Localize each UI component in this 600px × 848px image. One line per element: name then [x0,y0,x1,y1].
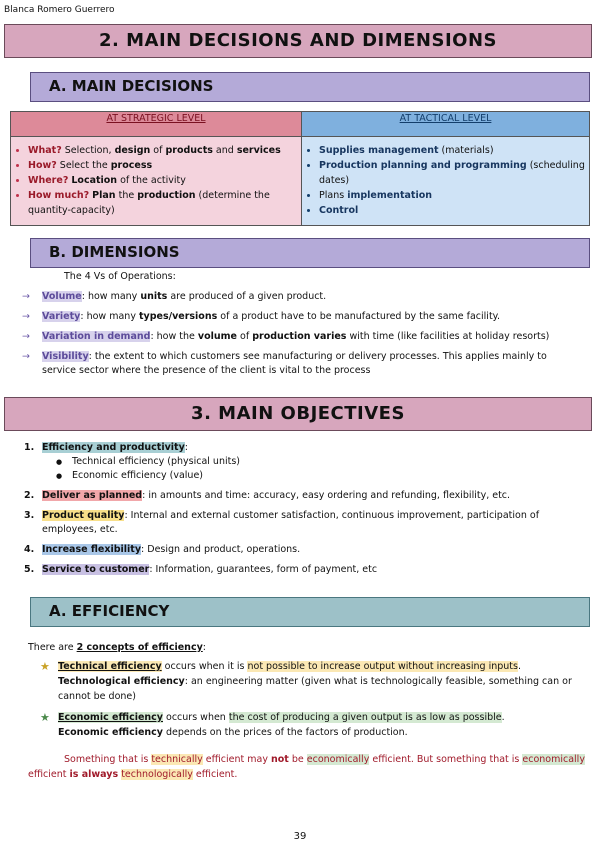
text-run: Visibility [42,351,89,362]
text-run: of a product have to be manufactured by the same facility. [217,311,500,322]
text-run: Something that is [64,754,152,765]
decisions-table [10,111,590,226]
list-item [319,143,588,158]
efficiency-conclusion [28,752,588,782]
text-run: economically [522,754,585,765]
text-run: Plan [92,190,116,201]
arrow-icon: → [22,351,30,362]
page-number: 39 [293,831,307,842]
text-run: units [140,291,168,302]
text-run: the [115,190,138,201]
text-run: Variety [42,311,81,322]
text-run: not [271,754,289,765]
text-run: Location [71,175,118,186]
text-run: Economic efficiency [58,727,163,738]
section-2-heading: 2. MAIN DECISIONS AND DIMENSIONS [4,24,592,58]
dimension-item [22,310,582,324]
text-run: There are [28,642,77,653]
text-run: : [184,442,188,453]
objective-item [24,441,584,483]
tactical-cell [302,137,590,226]
list-item [28,188,300,218]
text-run: : Design and product, operations. [141,544,301,555]
text-run: Select the [56,160,111,171]
text-run: design [114,145,151,156]
text-run: be [288,754,307,765]
objective-item [24,509,584,537]
text-run: implementation [347,190,432,201]
text-run: Volume [42,291,82,302]
text-run: efficient may [202,754,271,765]
text-run: efficient. [192,769,238,780]
text-run: and [212,145,237,156]
objective-item [24,563,584,577]
dimension-item [22,290,582,304]
text-run: Selection, [61,145,115,156]
text-run: : how the [150,331,198,342]
arrow-icon: → [22,311,30,322]
text-run: . [517,661,522,672]
text-run: : Information, guarantees, form of payment, etc [149,564,378,575]
text-run: : Internal and external customer satisfaction, continuous improvement, participation of employees, etc. [42,510,540,535]
objective-item [24,489,584,503]
objective-number: 2. [24,490,35,501]
text-run: : an engineering matter (given what is technologically feasible, something can or cannot be done) [58,676,572,702]
objective-item [24,543,584,557]
objective-number: 3. [24,510,35,521]
text-run: Product quality [42,510,125,521]
text-run: How? [28,160,57,171]
text-run: of [150,145,166,156]
text-run: Deliver as planned [42,490,143,501]
text-run: of [237,331,253,342]
text-run: : the extent to which customers see manufacturing or delivery processes. This applies mainly to service sector where the presence of the client is vital to the process [42,351,547,376]
technical-efficiency-block [28,659,588,704]
text-run: Plans [319,190,348,201]
text-run: are produced of a given product. [167,291,327,302]
text-run: production varies [252,331,347,342]
arrow-icon: → [22,291,30,302]
text-run: depends on the prices of the factors of production. [163,727,408,738]
text-run: process [110,160,153,171]
text-run: efficient. But something that is [369,754,523,765]
strategic-list [12,143,300,218]
star-icon: ★ [40,711,50,724]
arrow-icon: → [22,331,30,342]
text-run: . [501,712,505,723]
text-run: products [165,145,213,156]
list-item [319,158,588,188]
dimensions-list [22,290,582,384]
strategic-header: AT STRATEGIC LEVEL [11,112,302,137]
text-run: Technical efficiency [58,661,162,672]
text-run: is always [69,769,119,780]
strategic-cell [11,137,302,226]
text-run: occurs when [163,712,229,723]
text-run: Variation in demand [42,331,151,342]
list-item [319,188,588,203]
objective-number: 4. [24,544,35,555]
technological-efficiency-text [58,674,588,704]
dimensions-intro: The 4 Vs of Operations: [64,271,176,282]
section-3-heading: 3. MAIN OBJECTIVES [4,397,592,431]
text-run: types/versions [138,311,218,322]
text-run: the cost of producing a given output is as low as possible [228,712,502,723]
text-run: Control [319,205,359,216]
objective-subitem: ● Economic efficiency (value) [42,469,584,483]
efficiency-intro [28,642,588,653]
list-item [28,143,300,158]
technical-efficiency-text [58,659,588,674]
text-run: Service to customer [42,564,150,575]
text-run: What? [28,145,62,156]
text-run: : in amounts and time: accuracy, easy ordering and refunding, flexibility, etc. [142,490,511,501]
author-name: Blanca Romero Guerrero [4,5,115,15]
tactical-list [303,143,588,218]
list-item [28,158,300,173]
text-run: technologically [121,769,193,780]
objectives-list [24,441,584,583]
text-run: (scheduling dates) [319,160,585,186]
efficiency-section [28,642,588,740]
text-run: of the activity [117,175,186,186]
economic-efficiency-block [28,710,588,740]
text-run: Economic efficiency [58,712,163,723]
text-run: Increase flexibility [42,544,142,555]
text-run: Efficiency and productivity [42,442,185,453]
section-a-heading: A. MAIN DECISIONS [30,72,590,102]
text-run: Production planning and programming [319,160,527,171]
list-item [319,203,588,218]
text-run: Supplies management [319,145,439,156]
section-b-heading: B. DIMENSIONS [30,238,590,268]
dimension-item [22,330,582,344]
text-run: not possible to increase output without increasing inputs [247,661,518,672]
objective-number: 5. [24,564,35,575]
text-run: : how many [80,311,139,322]
text-run: 2 concepts of efficiency [76,642,203,653]
text-run: How much? [28,190,90,201]
efficiency-heading: A. EFFICIENCY [30,597,590,627]
text-run: volume [197,331,237,342]
text-run: with time (like facilities at holiday resorts) [346,331,550,342]
text-run: (materials) [438,145,494,156]
text-run: (determine the quantity-capacity) [28,190,270,216]
star-icon: ★ [40,660,50,673]
text-run: : [202,642,206,653]
objective-number: 1. [24,442,35,453]
list-item [28,173,300,188]
objective-subitem: ● Technical efficiency (physical units) [42,455,584,469]
text-run: efficient [28,769,70,780]
economic-efficiency-detail [58,725,588,740]
text-run: : how many [81,291,141,302]
text-run: occurs when it is [161,661,248,672]
text-run: services [236,145,281,156]
dimension-item [22,350,582,378]
tactical-header: AT TACTICAL LEVEL [302,112,590,137]
text-run: technically [151,754,203,765]
text-run: Where? [28,175,69,186]
text-run: Technological efficiency [58,676,185,687]
text-run: production [137,190,196,201]
economic-efficiency-text [58,710,588,725]
text-run: economically [306,754,370,765]
